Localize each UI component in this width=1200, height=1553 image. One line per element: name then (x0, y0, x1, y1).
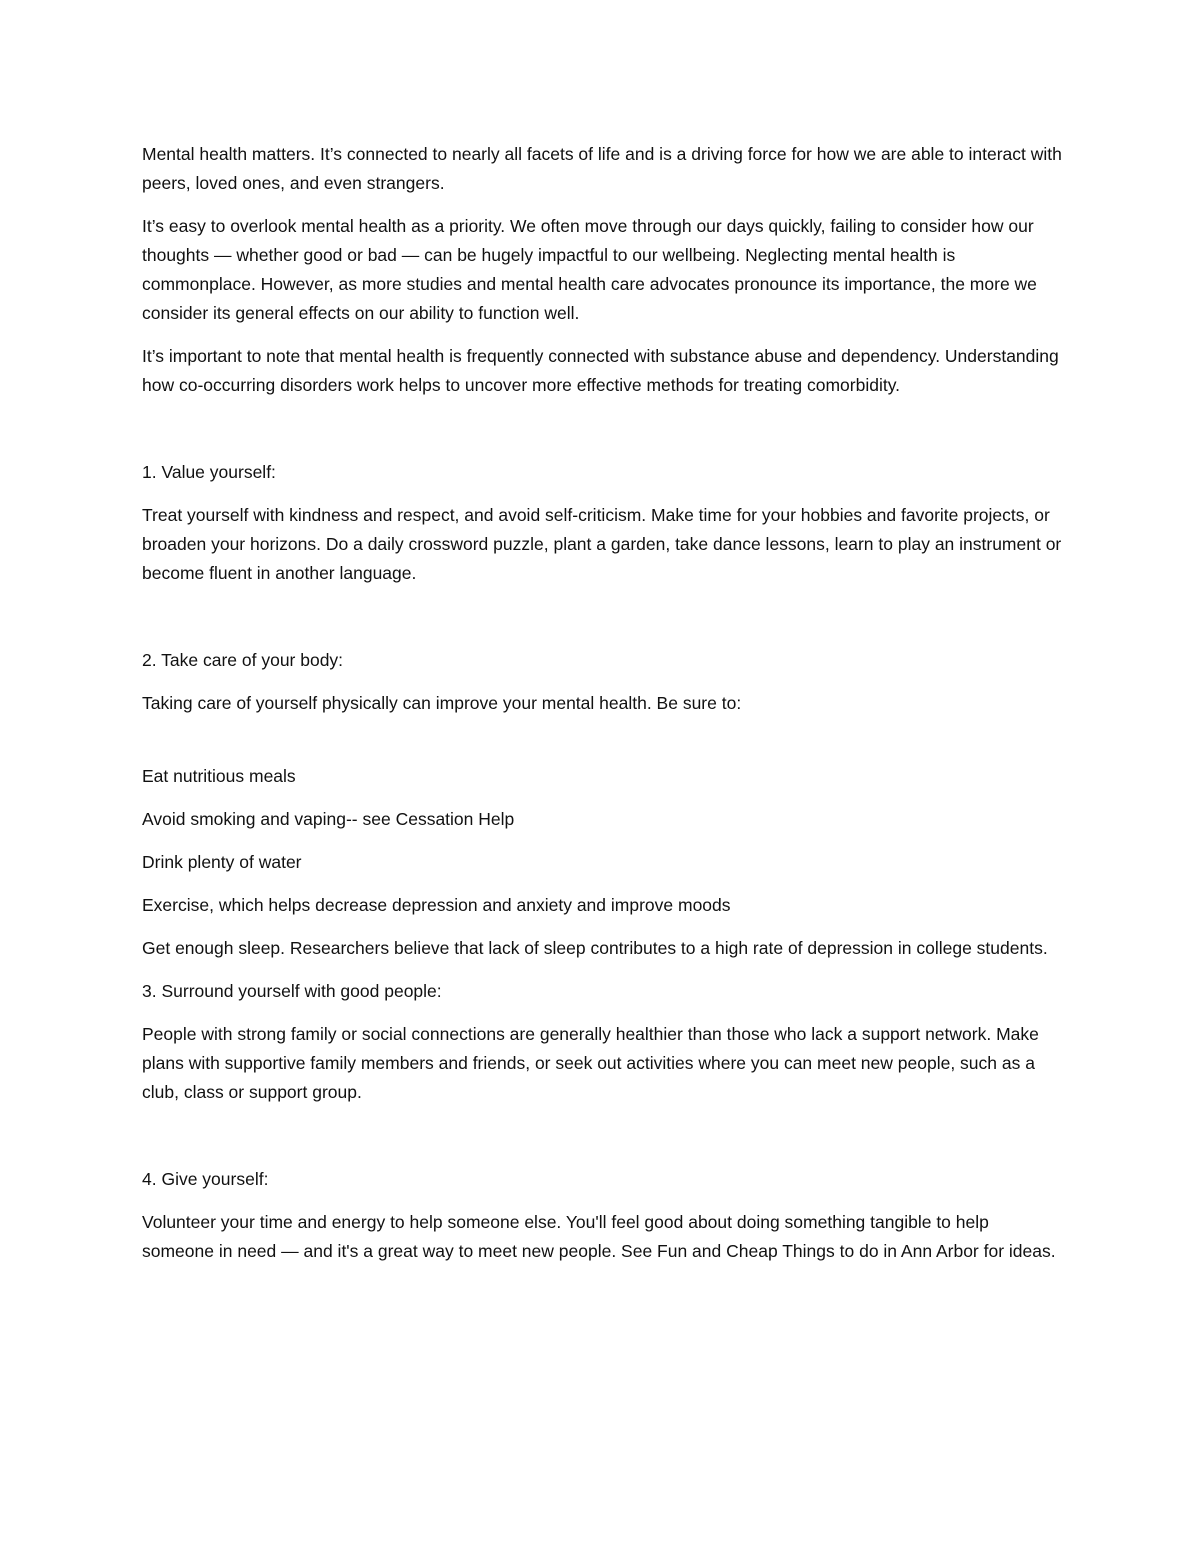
section-heading-give-yourself: 4. Give yourself: (142, 1169, 269, 1189)
section-heading-value-yourself: 1. Value yourself: (142, 462, 276, 482)
document-body (142, 140, 1062, 1266)
intro-paragraph-1: Mental health matters. It’s connected to nearly all facets of life and is a driving force for how we are able to interact with peers, loved ones, and even strangers. (142, 144, 1062, 193)
section-body-take-care-of-body: Taking care of yourself physically can improve your mental health. Be sure to: (142, 693, 742, 713)
list-item: Avoid smoking and vaping-- see Cessation Help (142, 809, 515, 829)
intro-paragraph-2: It’s easy to overlook mental health as a priority. We often move through our days quickly, failing to consider how our thoughts — whether good or bad — can be hugely impactful to our wellbeing. Neglecting mental health is commonplace. However, as more studies and mental health care advocates pronounce its importance, the more we consider its general effects on our ability to function well. (142, 216, 1037, 323)
section-body-give-yourself: Volunteer your time and energy to help someone else. You'll feel good about doing something tangible to help someone in need — and it's a great way to meet new people. See Fun and Cheap Things to do in Ann Arbor for ideas. (142, 1212, 1056, 1261)
list-item: Eat nutritious meals (142, 766, 296, 786)
list-item: Get enough sleep. Researchers believe that lack of sleep contributes to a high rate of depression in college students. (142, 938, 1048, 958)
section-body-surround-yourself: People with strong family or social connections are generally healthier than those who lack a support network. Make plans with supportive family members and friends, or seek out activities where you can meet new people, such as a club, class or support group. (142, 1024, 1039, 1102)
section-heading-take-care-of-body: 2. Take care of your body: (142, 650, 344, 670)
section-heading-surround-yourself: 3. Surround yourself with good people: (142, 981, 442, 1001)
list-item: Exercise, which helps decrease depression and anxiety and improve moods (142, 895, 731, 915)
section-body-value-yourself: Treat yourself with kindness and respect, and avoid self-criticism. Make time for your hobbies and favorite projects, or broaden your horizons. Do a daily crossword puzzle, plant a garden, take dance lessons, learn to play an instrument or become fluent in another language. (142, 505, 1062, 583)
list-item: Drink plenty of water (142, 852, 302, 872)
intro-paragraph-3: It’s important to note that mental health is frequently connected with substance abuse and dependency. Understanding how co-occurring disorders work helps to uncover more effective methods for treating comorbidity. (142, 346, 1059, 395)
